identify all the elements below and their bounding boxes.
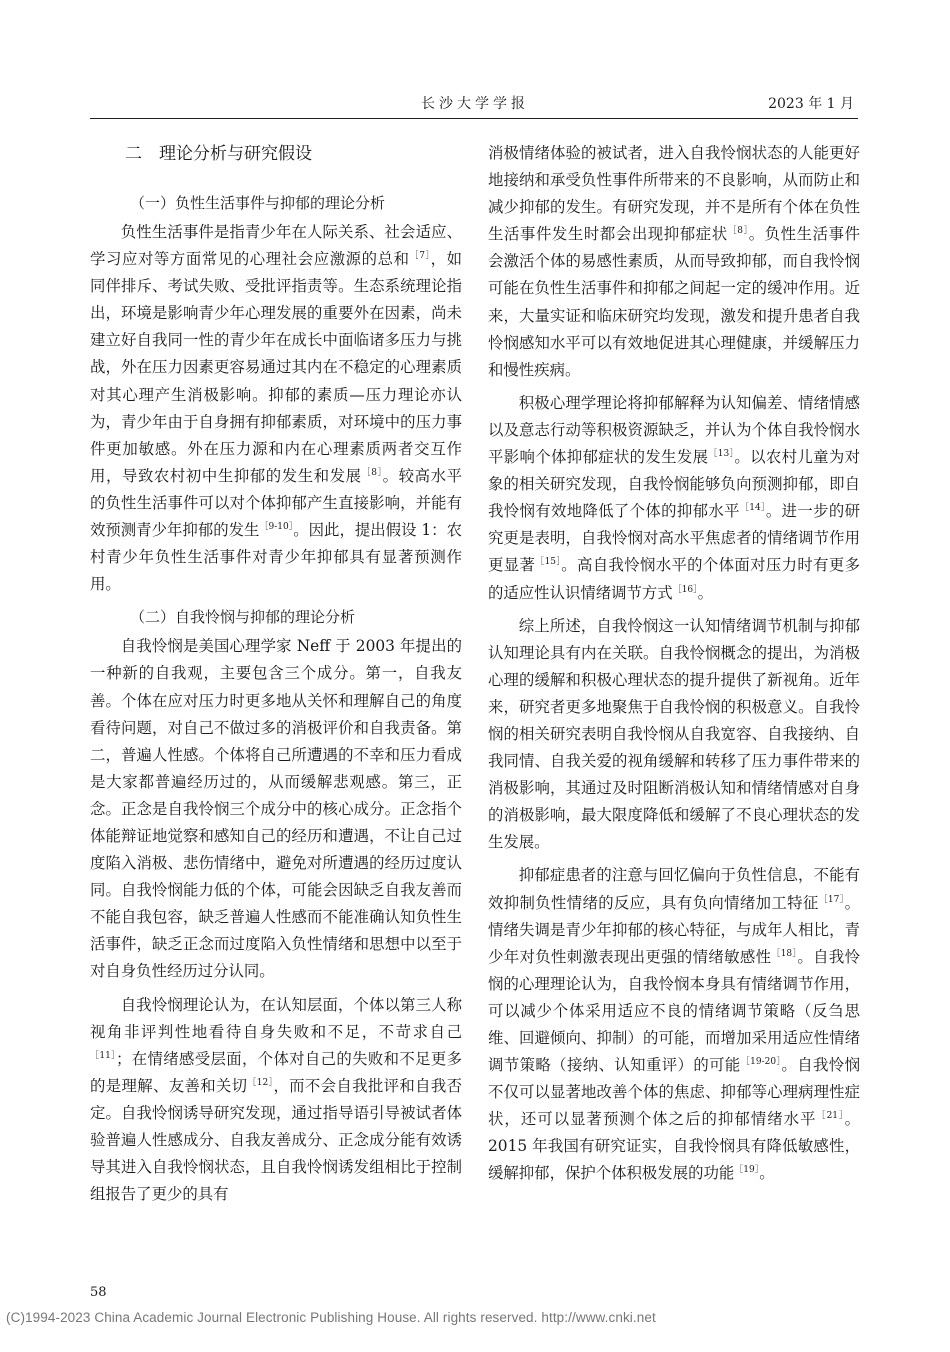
citation[interactable]: ［11］	[90, 1050, 117, 1061]
citation[interactable]: ［19］	[734, 1165, 760, 1176]
citation[interactable]: ［21］	[816, 1111, 845, 1122]
section-title: 二 理论分析与研究假设	[125, 144, 312, 164]
citation[interactable]: ［8］	[361, 467, 383, 478]
issue-date: 2023 年 1 月	[768, 96, 854, 112]
citation[interactable]: ［19-20］	[740, 1057, 782, 1068]
citation[interactable]: ［16］	[672, 584, 698, 595]
paragraph-3: 自我怜悯理论认为，在认知层面，个体以第三人称视角非评判性地看待自身失败和不足，不苛求自己$^{[11]}$；在情绪感受层面，个体对自己的失败和不足更多的是理解、友善和关切$^{[12]}$，而不会自我批评和自我否定。自我怜悯诱导研究发现，通过指导语引导被试者体验普遍人性感成分、自我友善成分、正念成分能有效诱导其进入自我怜悯状态，且自我怜悯诱发组相比于控制组报告了更少的具有	[90, 995, 462, 1204]
citation[interactable]: ［18］	[771, 948, 798, 959]
citation[interactable]: ［17］	[818, 894, 845, 905]
subsection-title-1: （一）负性生活事件与抑郁的理论分析	[130, 194, 386, 212]
paragraph-1: 负性生活事件是指青少年在人际关系、社会适应、学习应对等方面常见的心理社会应激源的总和$^{[7]}$，如同伴排斥、考试失败、受批评指责等。生态系统理论指出，环境是影响青少年心理发展的重要外在因素，尚未建立好自我同一性的青少年在成长中面临诸多压力与挑战，外在压力因素更容易通过其内在不稳定的心理素质对其心理产生消极影响。抑郁的素质—压力理论亦认为，青少年由于自身拥有抑郁素质，对环境中的压力事件更加敏感。外在压力源和内在心理素质两者交互作用，导致农村初中生抑郁的发生和发展$^{[8]}$。较高水平的负性生活事件可以对个体抑郁产生直接影响，并能有效预测青少年抑郁的发生$^{[9-10]}$。因此，提出假设 1：农村青少年负性生活事件对青少年抑郁具有显著预测作用。	[90, 223, 462, 594]
subsection-title-2: （二）自我怜悯与抑郁的理论分析	[130, 608, 356, 627]
paragraph-5: 积极心理学理论将抑郁解释为认知偏差、情绪情感以及意志行动等积极资源缺乏，并认为个体自我怜悯水平影响个体抑郁症状的发生发展$^{[13]}$。以农村儿童为对象的相关研究发现，自我怜悯能够负向预测抑郁，即自我怜悯有效地降低了个体的抑郁水平$^{[14]}$。进一步的研究更是表明，自我怜悯对高水平焦虑者的情绪调节作用更显著$^{[15]}$。高自我怜悯水平的个体面对压力时有更多的适应性认识情绪调节方式$^{[16]}$。	[488, 393, 860, 602]
header-divider	[90, 118, 858, 119]
left-column	[90, 140, 462, 1214]
citation[interactable]: ［14］	[739, 503, 766, 514]
page-number: 58	[90, 1285, 107, 1300]
citation[interactable]: ［9-10］	[259, 522, 294, 533]
journal-title: 长沙大学学报	[421, 96, 529, 112]
paragraph-4: 消极情绪体验的被试者，进入自我怜悯状态的人能更好地接纳和承受负性事件所带来的不良影响，从而防止和减少抑郁的发生。有研究发现，并不是所有个体在负性生活事件发生时都会出现抑郁症状$^{[8]}$。负性生活事件会激活个体的易感性素质，从而导致抑郁，而自我怜悯可能在负性生活事件和抑郁之间起一定的缓冲作用。近来，大量实证和临床研究均发现，激发和提升患者自我怜悯感知水平可以有效地促进其心理健康，并缓解压力和慢性疾病。	[488, 144, 860, 379]
paragraph-6: 综上所述，自我怜悯这一认知情绪调节机制与抑郁认知理论具有内在关联。自我怜悯概念的提出，为消极心理的缓解和积极心理状态的提升提供了新视角。近年来，研究者更多地聚焦于自我怜悯的积极意义。自我怜悯的相关研究表明自我怜悯从自我宽容、自我接纳、自我同情、自我关爱的视角缓解和转移了压力事件带来的消极影响，其通过及时阻断消极认知和情绪情感对自身的消极影响，最大限度降低和缓解了不良心理状态的发生发展。	[488, 616, 860, 852]
citation[interactable]: ［8］	[727, 226, 749, 237]
citation[interactable]: ［7］	[409, 251, 431, 262]
paragraph-2: 自我怜悯是美国心理学家 Neff 于 2003 年提出的一种新的自我观，主要包含三个成分。第一，自我友善。个体在应对压力时更多地从关怀和理解自己的角度看待问题，对自己不做过多的消极评价和自我责备。第二，普遍人性感。个体将自己所遭遇的不幸和压力看成是大家都普遍经历过的，从而缓解悲观感。第三，正念。正念是自我怜悯三个成分中的核心成分。正念指个体能辩证地觉察和感知自己的经历和遭遇，不让自己过度陷入消极、悲伤情绪中，避免对所遭遇的经历过度认同。自我怜悯能力低的个体，可能会因缺乏自我友善而不能自我包容，缺乏普遍人性感而不能准确认知负性生活事件，缺乏正念而过度陷入负性情绪和思想中以至于对自身负性经历过分认同。	[90, 637, 462, 981]
paragraph-7: 抑郁症患者的注意与回忆偏向于负性信息，不能有效抑制负性情绪的反应，具有负向情绪加工特征$^{[17]}$。情绪失调是青少年抑郁的核心特征，与成年人相比，青少年对负性刺激表现出更强的情绪敏感性$^{[18]}$。自我怜悯的心理理论认为，自我怜悯本身具有情绪调节作用，可以减少个体采用适应不良的情绪调节策略（反刍思维、回避倾向、抑制）的可能，而增加采用适应性情绪调节策略（接纳、认知重评）的可能$^{[19-20]}$。自我怜悯不仅可以显著地改善个体的焦虑、抑郁等心理病理性症状，还可以显著预测个体之后的抑郁情绪水平$^{[21]}$。2015 年我国有研究证实，自我怜悯具有降低敏感性，缓解抑郁，保护个体积极发展的功能$^{[19]}$。	[488, 866, 860, 1183]
citation[interactable]: ［15］	[535, 557, 562, 568]
right-column	[488, 140, 860, 1194]
copyright-footer: (C)1994-2023 China Academic Journal Electronic Publishing House. All rights reserved. http://www.cnki.net	[6, 1310, 656, 1325]
citation[interactable]: ［12］	[247, 1077, 274, 1088]
citation[interactable]: ［13］	[708, 449, 735, 460]
